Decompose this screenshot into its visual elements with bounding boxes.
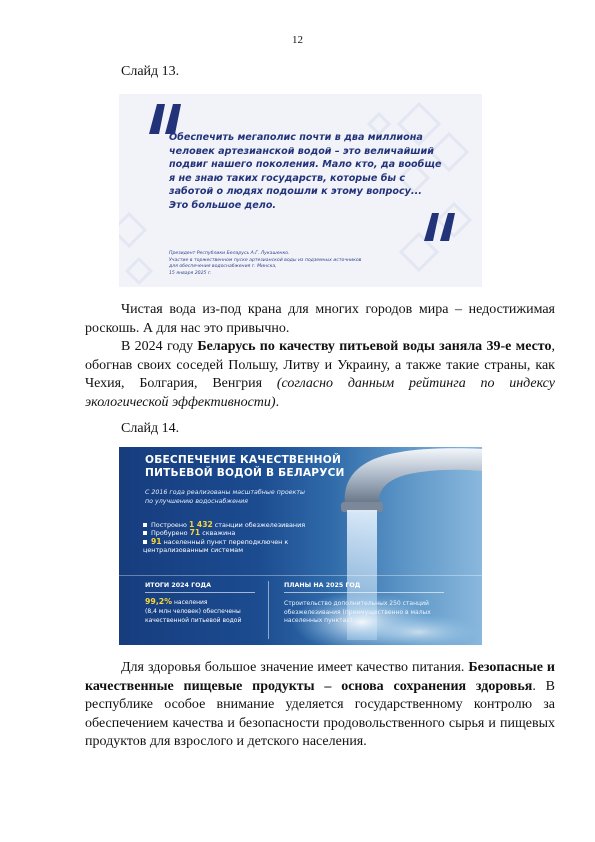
results-percent: 99,2% [145, 597, 173, 606]
quote-text [169, 131, 442, 213]
paragraph-rest: . В республике особое внимание уделяется государственному контролю за обеспечением качества и безопасности продовольственного сырья и пищевых продуктов для взрослого и детского населения. [85, 678, 555, 749]
paragraph-bold: Беларусь по качеству питьевой воды заняла 39-е место [197, 339, 552, 354]
plans-line: населенных пунктах) [284, 617, 353, 625]
slide-14-water-image [119, 447, 482, 645]
plans-line: обезжелезивания (преимущественно в малых [284, 608, 431, 616]
results-line: (8,4 млн человек) обеспечены [145, 607, 241, 615]
slide-14-bullets [143, 521, 305, 554]
paragraph-middle: , обогнав своих соседей Польшу, Литву и Украину, а также такие страны, как Чехия, Болгария, Венгрия [85, 339, 556, 391]
bullet-pre: Пробурено [151, 529, 190, 538]
bullet-square-icon [143, 523, 147, 527]
quote-attribution [169, 251, 439, 277]
results-block [145, 598, 241, 625]
bullet-continuation: централизованным системам [143, 545, 244, 554]
plans-line: Строительство дополнительных 250 станций [284, 600, 429, 607]
results-percent-line [145, 598, 241, 608]
slide-14-subtitle [145, 489, 305, 506]
bullet-number: 1 432 [188, 520, 213, 529]
quote-line: подвиг нашего поколения. Мало кто, да вообще [169, 159, 442, 171]
paragraph-bold: Безопасные и качественные пищевые продукты – основа сохранения здоровья [85, 660, 555, 694]
paragraph-end: . [275, 394, 280, 410]
plans-heading-rule [284, 592, 444, 593]
close-quote-icon [422, 211, 462, 243]
quote-line: я не знаю таких государств, которые бы с [169, 172, 406, 184]
paragraph-belarus-rating [85, 338, 555, 412]
attribution-line: для обеспечения водоснабжения г. Минска, [169, 264, 277, 270]
bullet-pre: Построено [151, 521, 189, 529]
quote-line: человек артезианской водой – это величайший [169, 145, 434, 157]
attribution-line: Президент Республики Беларусь А.Г. Лукашенко. [169, 251, 290, 256]
quote-line: заботой о людях подошли к этому вопросу... [169, 186, 422, 198]
bullet-post: скважина [200, 529, 236, 538]
slide-14-title [145, 454, 345, 480]
slide-14-divider [119, 575, 482, 576]
page-number: 12 [292, 34, 303, 46]
results-line: качественной питьевой водой [145, 616, 242, 624]
title-line: ОБЕСПЕЧЕНИЕ КАЧЕСТВЕННОЙ [145, 454, 342, 466]
bullet-number: 91 [151, 536, 162, 546]
results-heading-rule [145, 592, 255, 593]
slide-14-column-divider [268, 581, 269, 639]
paragraph-lead: Для здоровья большое значение имеет качество питания. [121, 660, 469, 675]
results-percent-suffix: населения [172, 599, 208, 606]
plans-heading: ПЛАНЫ НА 2025 ГОД [284, 582, 361, 589]
results-heading: ИТОГИ 2024 ГОДА [145, 582, 211, 589]
attribution-line: Участие в торжественном пуске артезианской воды из подземных источников [169, 257, 362, 263]
bullet-settlements [143, 538, 305, 546]
paragraph-clean-water [85, 301, 555, 338]
title-line: ПИТЬЕВОЙ ВОДОЙ В БЕЛАРУСИ [145, 467, 345, 479]
attribution-line: 15 января 2025 г. [169, 270, 212, 276]
paragraph-food-safety [85, 659, 555, 752]
quote-line: Это большое дело. [169, 199, 277, 211]
subtitle-line: С 2016 года реализованы масштабные проекты [145, 489, 305, 496]
plans-block [284, 600, 431, 626]
bullet-post: населенный пункт переподключен к [161, 537, 289, 546]
slide-13-quote-image [119, 94, 482, 287]
paragraph-italic: (согласно данным рейтинга по индексу экологической эффективности) [85, 376, 555, 410]
bullet-post: станции обезжелезивания [212, 521, 306, 529]
subtitle-line: по улучшению водоснабжения [145, 497, 248, 505]
paragraph-lead: В 2024 году [121, 339, 198, 354]
slide-13-label: Слайд 13. [121, 64, 180, 79]
bullet-square-icon [143, 540, 147, 544]
paragraph-text: Чистая вода из-под крана для многих городов мира – недостижимая роскошь. А для нас это привычно. [85, 302, 555, 336]
bullet-square-icon [143, 531, 147, 535]
quote-line: Обеспечить мегаполис почти в два миллиона [169, 132, 423, 143]
bullet-number: 71 [189, 528, 201, 538]
slide-14-label: Слайд 14. [121, 421, 180, 436]
bullet-wells [143, 529, 305, 537]
